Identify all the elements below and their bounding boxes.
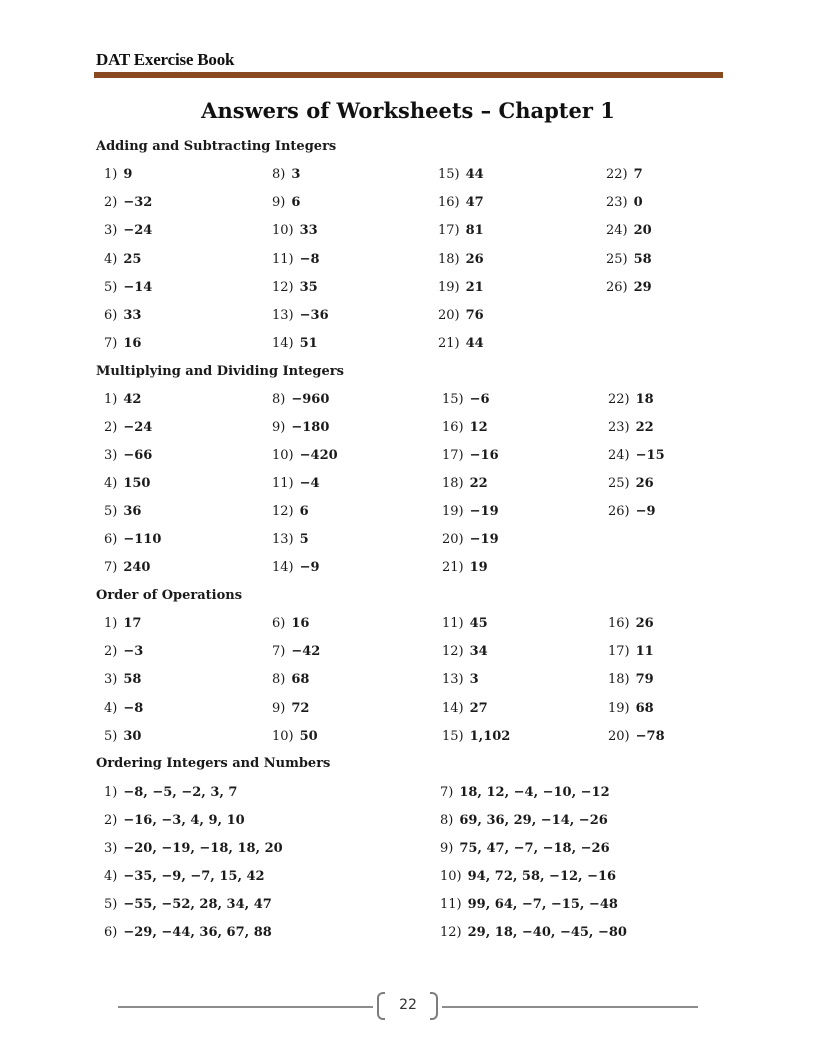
answer-number: 5): [104, 728, 118, 744]
answer-value: −420: [299, 448, 338, 463]
answer-number: 17): [438, 223, 460, 239]
answer-value: 6: [291, 195, 301, 211]
answer-item: [438, 167, 484, 182]
answer-number: 20): [608, 728, 630, 744]
answer-item: [104, 841, 283, 856]
answer-item: [104, 308, 141, 323]
answer-value: −19: [469, 532, 499, 547]
answer-item: [440, 785, 610, 800]
answer-number: 4): [104, 251, 118, 267]
answer-value: 1,102: [469, 728, 511, 744]
answer-number: 3): [104, 448, 118, 463]
answer-value: 76: [465, 308, 484, 323]
answer-item: [442, 729, 510, 744]
answer-item: [442, 701, 488, 716]
answer-number: 25): [608, 476, 630, 491]
answer-number: 16): [438, 195, 460, 211]
answer-item: [104, 392, 141, 407]
answer-value: 9: [123, 167, 133, 182]
answer-item: [104, 785, 237, 800]
answer-value: 94, 72, 58, −12, −16: [467, 869, 617, 884]
book-title: DAT Exercise Book: [96, 50, 235, 69]
answer-value: −960: [291, 392, 330, 407]
answer-item: [104, 869, 265, 884]
answer-number: 12): [442, 644, 464, 660]
answer-number: 11): [272, 251, 294, 267]
answer-number: 25): [606, 251, 628, 267]
answer-number: 7): [440, 785, 454, 800]
answer-number: 21): [438, 336, 460, 352]
answer-value: 11: [635, 644, 654, 660]
answer-value: −24: [123, 420, 153, 435]
section-title-ordering-integers: Ordering Integers and Numbers: [96, 756, 331, 771]
answer-number: 15): [442, 392, 464, 407]
answer-item: [104, 729, 141, 744]
header-rule: [94, 72, 723, 78]
footer-line-left: [118, 1006, 373, 1008]
answer-item: [104, 167, 132, 182]
answer-item: [608, 504, 656, 519]
answer-item: [442, 560, 488, 575]
answer-number: 1): [104, 785, 118, 800]
answer-number: 14): [442, 700, 464, 716]
answer-item: [272, 280, 318, 295]
answer-value: −3: [123, 644, 144, 660]
answer-value: 75, 47, −7, −18, −26: [459, 841, 610, 856]
answer-value: 44: [465, 167, 484, 182]
answer-value: 42: [123, 392, 142, 407]
answer-item: [606, 252, 652, 267]
answer-value: −24: [123, 223, 153, 239]
answer-value: 68: [635, 700, 654, 716]
answer-item: [272, 616, 309, 631]
page-heading: Answers of Worksheets – Chapter 1: [201, 98, 615, 123]
answer-value: 18, 12, −4, −10, −12: [459, 785, 610, 800]
answer-item: [272, 644, 320, 659]
answer-item: [272, 308, 329, 323]
answer-number: 2): [104, 195, 118, 211]
footer-bracket-right: [430, 992, 438, 1020]
answer-value: −16: [469, 448, 499, 463]
answer-item: [272, 420, 329, 435]
answer-value: 47: [465, 195, 484, 211]
answer-value: −8: [299, 251, 320, 267]
answer-number: 8): [272, 167, 286, 182]
answer-item: [608, 448, 665, 463]
answer-value: 5: [299, 532, 309, 547]
answer-item: [104, 336, 141, 351]
answer-value: 17: [123, 616, 142, 631]
answer-item: [272, 504, 309, 519]
answer-item: [606, 195, 643, 210]
answer-value: −110: [123, 532, 162, 547]
answer-value: 33: [123, 308, 142, 323]
answer-number: 11): [440, 897, 462, 912]
answer-number: 12): [440, 925, 462, 940]
answer-number: 9): [272, 195, 286, 211]
answer-item: [104, 476, 150, 491]
answer-number: 26): [608, 504, 630, 519]
answer-value: 50: [299, 728, 318, 744]
answer-number: 9): [272, 700, 286, 716]
answer-value: 68: [291, 672, 310, 688]
answer-number: 1): [104, 616, 118, 631]
answer-item: [442, 448, 499, 463]
answer-number: 2): [104, 813, 118, 828]
answer-number: 18): [438, 251, 460, 267]
answer-number: 10): [272, 728, 294, 744]
answer-item: [438, 195, 484, 210]
answer-item: [442, 644, 488, 659]
answer-item: [104, 223, 152, 238]
page-number: 22: [399, 997, 417, 1013]
answer-value: 99, 64, −7, −15, −48: [467, 897, 618, 912]
answer-number: 23): [606, 195, 628, 211]
answer-value: −8: [123, 700, 144, 716]
answer-number: 10): [272, 223, 294, 239]
answer-value: 69, 36, 29, −14, −26: [459, 813, 608, 828]
answer-item: [608, 616, 654, 631]
answer-number: 12): [272, 504, 294, 519]
answer-value: 16: [123, 336, 142, 352]
answer-value: −14: [123, 279, 153, 295]
answer-number: 8): [272, 672, 286, 688]
answer-number: 13): [272, 308, 294, 323]
answer-value: −6: [469, 392, 490, 407]
answer-value: −20, −19, −18, 18, 20: [123, 841, 283, 856]
answer-item: [608, 392, 654, 407]
answer-item: [104, 420, 152, 435]
answer-item: [104, 616, 141, 631]
answer-item: [104, 252, 141, 267]
answer-number: 6): [104, 925, 118, 940]
answer-value: −4: [299, 476, 320, 491]
answer-item: [272, 448, 338, 463]
answer-number: 14): [272, 560, 294, 575]
answer-number: 10): [440, 869, 462, 884]
answer-item: [442, 532, 499, 547]
answer-value: 36: [123, 504, 142, 519]
answer-item: [442, 616, 488, 631]
answer-item: [438, 223, 484, 238]
answer-item: [104, 701, 143, 716]
answer-value: 44: [465, 336, 484, 352]
answer-number: 6): [104, 308, 118, 323]
answer-item: [272, 252, 320, 267]
answer-item: [104, 813, 245, 828]
answer-item: [272, 532, 309, 547]
answer-item: [442, 420, 488, 435]
answer-number: 3): [104, 841, 118, 856]
answer-item: [608, 476, 654, 491]
answer-number: 5): [104, 504, 118, 519]
answer-item: [440, 925, 627, 940]
answer-value: 240: [123, 560, 151, 575]
answer-value: 29, 18, −40, −45, −80: [467, 925, 627, 940]
answer-number: 3): [104, 672, 118, 688]
answer-value: −66: [123, 448, 153, 463]
answer-value: 21: [465, 279, 484, 295]
answer-value: −8, −5, −2, 3, 7: [123, 785, 238, 800]
answer-value: −78: [635, 728, 665, 744]
answer-value: 27: [469, 700, 488, 716]
answer-number: 17): [608, 644, 630, 660]
answer-item: [272, 167, 300, 182]
answer-number: 14): [272, 336, 294, 352]
answer-value: 51: [299, 336, 318, 352]
answer-item: [104, 672, 141, 687]
answer-number: 2): [104, 644, 118, 660]
answer-number: 4): [104, 476, 118, 491]
answer-number: 4): [104, 700, 118, 716]
answer-value: 6: [299, 504, 309, 519]
answer-value: −32: [123, 195, 153, 211]
answer-number: 7): [104, 560, 118, 575]
answer-value: 34: [469, 644, 488, 660]
answer-item: [606, 280, 652, 295]
answer-number: 18): [608, 672, 630, 688]
answer-value: 150: [123, 476, 151, 491]
answer-number: 15): [442, 728, 464, 744]
answer-number: 24): [606, 223, 628, 239]
answer-value: 58: [123, 672, 142, 688]
answer-value: −180: [291, 420, 330, 435]
answer-number: 22): [606, 167, 628, 182]
answer-item: [606, 167, 643, 182]
answer-number: 20): [442, 532, 464, 547]
answer-item: [440, 841, 610, 856]
answer-value: 26: [465, 251, 484, 267]
answer-number: 16): [608, 616, 630, 631]
answer-item: [442, 392, 490, 407]
answer-number: 5): [104, 897, 118, 912]
answer-value: 81: [465, 223, 484, 239]
answer-value: 29: [633, 279, 652, 295]
answer-number: 18): [442, 476, 464, 491]
answer-number: 6): [104, 532, 118, 547]
answer-item: [272, 672, 309, 687]
answer-number: 20): [438, 308, 460, 323]
answer-value: −19: [469, 504, 499, 519]
section-title-multiplying-dividing: Multiplying and Dividing Integers: [96, 364, 344, 379]
answer-number: 17): [442, 448, 464, 463]
answer-value: 79: [635, 672, 654, 688]
answer-item: [272, 392, 329, 407]
answer-number: 24): [608, 448, 630, 463]
answer-item: [104, 532, 161, 547]
answer-value: 16: [291, 616, 310, 631]
answer-item: [104, 560, 150, 575]
answer-value: 45: [469, 616, 488, 631]
answer-item: [608, 701, 654, 716]
answer-value: −55, −52, 28, 34, 47: [123, 897, 272, 912]
answer-item: [104, 195, 152, 210]
answer-number: 12): [272, 279, 294, 295]
answer-value: 7: [633, 167, 643, 182]
answer-item: [272, 560, 320, 575]
answer-number: 11): [272, 476, 294, 491]
answer-value: −16, −3, 4, 9, 10: [123, 813, 245, 828]
answer-number: 13): [272, 532, 294, 547]
answer-item: [438, 252, 484, 267]
answer-item: [606, 223, 652, 238]
answer-value: 22: [469, 476, 488, 491]
footer-bracket-left: [377, 992, 385, 1020]
answer-value: 12: [469, 420, 488, 435]
answer-item: [440, 869, 616, 884]
answer-item: [438, 280, 484, 295]
answer-value: 3: [469, 672, 479, 688]
section-title-adding-subtracting: Adding and Subtracting Integers: [96, 139, 337, 154]
answer-item: [440, 813, 608, 828]
answer-item: [608, 420, 654, 435]
answer-number: 13): [442, 672, 464, 688]
answer-value: 19: [469, 560, 488, 575]
answer-item: [442, 504, 499, 519]
answer-item: [608, 672, 654, 687]
answer-number: 6): [272, 616, 286, 631]
answer-number: 21): [442, 560, 464, 575]
footer-line-right: [442, 1006, 698, 1008]
answer-item: [104, 897, 272, 912]
answer-number: 7): [272, 644, 286, 660]
answer-number: 19): [608, 700, 630, 716]
answer-number: 4): [104, 869, 118, 884]
answer-number: 8): [440, 813, 454, 828]
answer-number: 19): [442, 504, 464, 519]
answer-value: −9: [635, 504, 656, 519]
answer-item: [104, 925, 272, 940]
answer-value: 58: [633, 251, 652, 267]
answer-number: 19): [438, 279, 460, 295]
answer-number: 1): [104, 167, 118, 182]
answer-value: 20: [633, 223, 652, 239]
answer-item: [272, 476, 320, 491]
answer-value: −9: [299, 560, 320, 575]
answer-value: 22: [635, 420, 654, 435]
answer-item: [272, 195, 300, 210]
answer-item: [104, 644, 143, 659]
answer-value: 72: [291, 700, 310, 716]
answer-item: [104, 448, 152, 463]
answer-number: 8): [272, 392, 286, 407]
answer-number: 9): [440, 841, 454, 856]
answer-item: [440, 897, 618, 912]
answer-value: 25: [123, 251, 142, 267]
answer-item: [438, 308, 484, 323]
answer-value: −35, −9, −7, 15, 42: [123, 869, 265, 884]
answer-item: [272, 701, 309, 716]
answer-number: 5): [104, 279, 118, 295]
answer-number: 23): [608, 420, 630, 435]
answer-item: [608, 644, 654, 659]
answer-number: 26): [606, 279, 628, 295]
answer-number: 1): [104, 392, 118, 407]
answer-item: [442, 476, 488, 491]
answer-value: 0: [633, 195, 643, 211]
answer-number: 7): [104, 336, 118, 352]
answer-value: −42: [291, 644, 321, 660]
answer-value: 30: [123, 728, 142, 744]
answer-number: 9): [272, 420, 286, 435]
answer-value: 35: [299, 279, 318, 295]
answer-item: [438, 336, 484, 351]
answer-item: [272, 336, 318, 351]
answer-number: 22): [608, 392, 630, 407]
answer-number: 11): [442, 616, 464, 631]
answer-value: 26: [635, 616, 654, 631]
answer-item: [442, 672, 479, 687]
answer-value: −29, −44, 36, 67, 88: [123, 925, 272, 940]
answer-number: 16): [442, 420, 464, 435]
answer-number: 15): [438, 167, 460, 182]
answer-value: 26: [635, 476, 654, 491]
answer-value: −36: [299, 308, 329, 323]
answer-number: 10): [272, 448, 294, 463]
answer-number: 3): [104, 223, 118, 239]
answer-item: [272, 223, 318, 238]
answer-value: 3: [291, 167, 301, 182]
section-title-order-of-operations: Order of Operations: [96, 588, 243, 603]
answer-value: 18: [635, 392, 654, 407]
answer-value: 33: [299, 223, 318, 239]
answer-value: −15: [635, 448, 665, 463]
answer-item: [272, 729, 318, 744]
answer-item: [104, 504, 141, 519]
answer-number: 2): [104, 420, 118, 435]
answer-item: [608, 729, 665, 744]
answer-item: [104, 280, 152, 295]
